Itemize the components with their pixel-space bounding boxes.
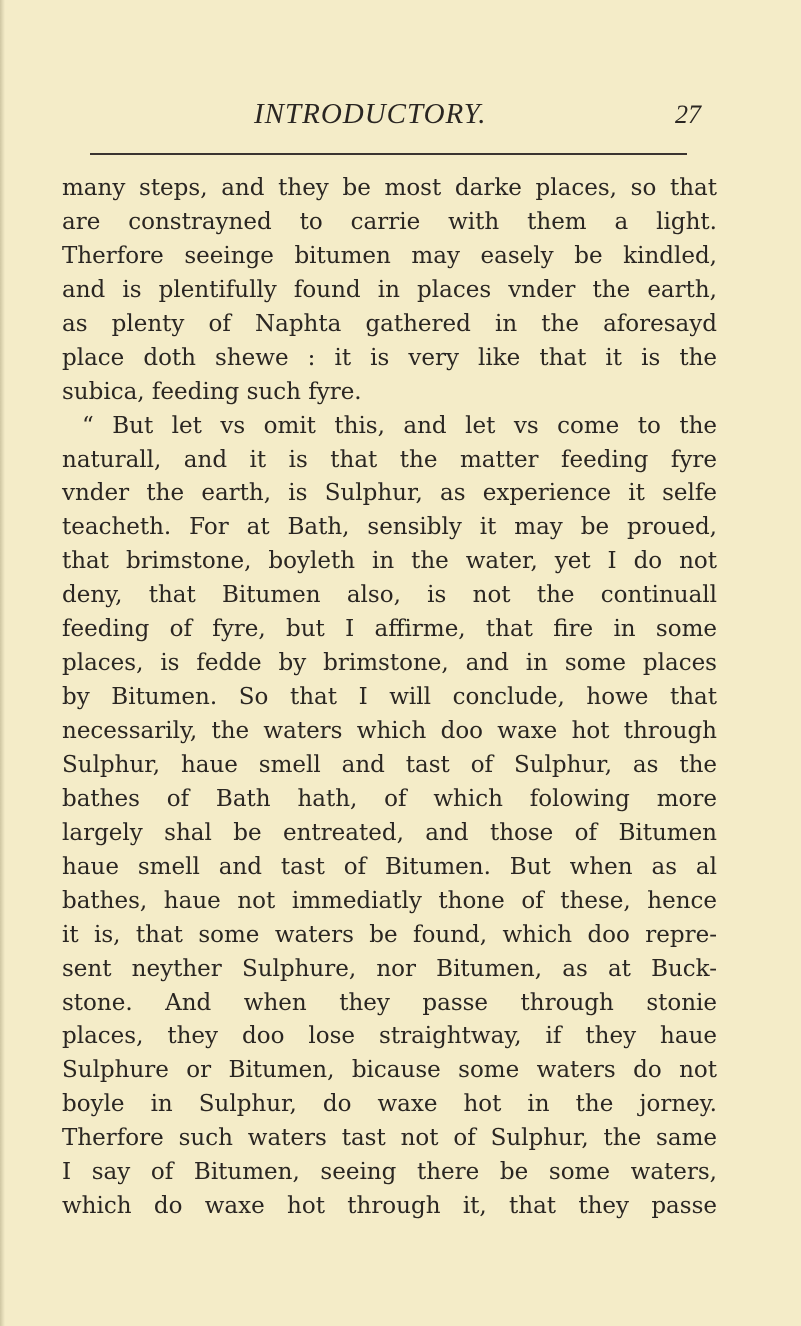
text-line: as plenty of Naphta gathered in the aforesayd [62,310,717,337]
text-line: deny, that Bitumen also, is not the continuall [62,582,717,609]
page-edge-shadow [0,0,5,1326]
running-title: INTRODUCTORY. [254,98,487,130]
text-line: bathes of Bath hath, of which folowing more [62,785,717,812]
text-line: necessarily, the waters which doo waxe hot through [62,718,717,744]
header-rule [90,153,687,155]
text-line: bathes, haue not immediatly thone of these, hence [62,887,717,914]
body-text [62,172,717,1224]
text-line: place doth shewe : it is very like that it is the [62,344,717,371]
text-line: Therfore such waters tast not of Sulphur, the same [62,1125,717,1152]
text-line: largely shal be entreated, and those of Bitumen [62,819,717,846]
text-line: and is plentifully found in places vnder the earth, [62,276,717,303]
text-line: I say of Bitumen, seeing there be some waters, [62,1159,717,1186]
text-line: subica, feeding such fyre. [62,378,362,405]
text-line: haue smell and tast of Bitumen. But when as al [62,853,717,880]
text-line: by Bitumen. So that I will conclude, howe that [62,684,717,711]
text-line: which do waxe hot through it, that they passe [62,1193,717,1220]
text-line: “ But let vs omit this, and let vs come to the [82,412,717,439]
text-line: it is, that some waters be found, which doo repre- [62,921,717,948]
text-line: boyle in Sulphur, do waxe hot in the jorney. [62,1091,717,1118]
text-line: Therfore seeinge bitumen may easely be kindled, [62,242,717,269]
text-line: places, is fedde by brimstone, and in some places [62,650,717,677]
page-header [90,98,715,138]
text-line: many steps, and they be most darke places, so that [62,175,717,201]
text-line: teacheth. For at Bath, sensibly it may be proued, [62,514,717,541]
text-line: vnder the earth, is Sulphur, as experience it selfe [62,480,717,507]
text-line: Sulphur, haue smell and tast of Sulphur, as the [62,751,717,778]
text-line: are constrayned to carrie with them a light. [62,208,717,235]
text-line: naturall, and it is that the matter feeding fyre [62,446,717,473]
text-line: sent neyther Sulphure, nor Bitumen, as at Buck- [62,955,717,982]
text-line: stone. And when they passe through stonie [62,989,717,1016]
text-line: places, they doo lose straightway, if they haue [62,1023,717,1050]
page-number: 27 [675,100,701,129]
text-line: Sulphure or Bitumen, bicause some waters do not [62,1057,717,1084]
text-line: that brimstone, boyleth in the water, yet I do not [62,548,717,575]
text-line: feeding of fyre, but I affirme, that fire in some [62,616,717,643]
